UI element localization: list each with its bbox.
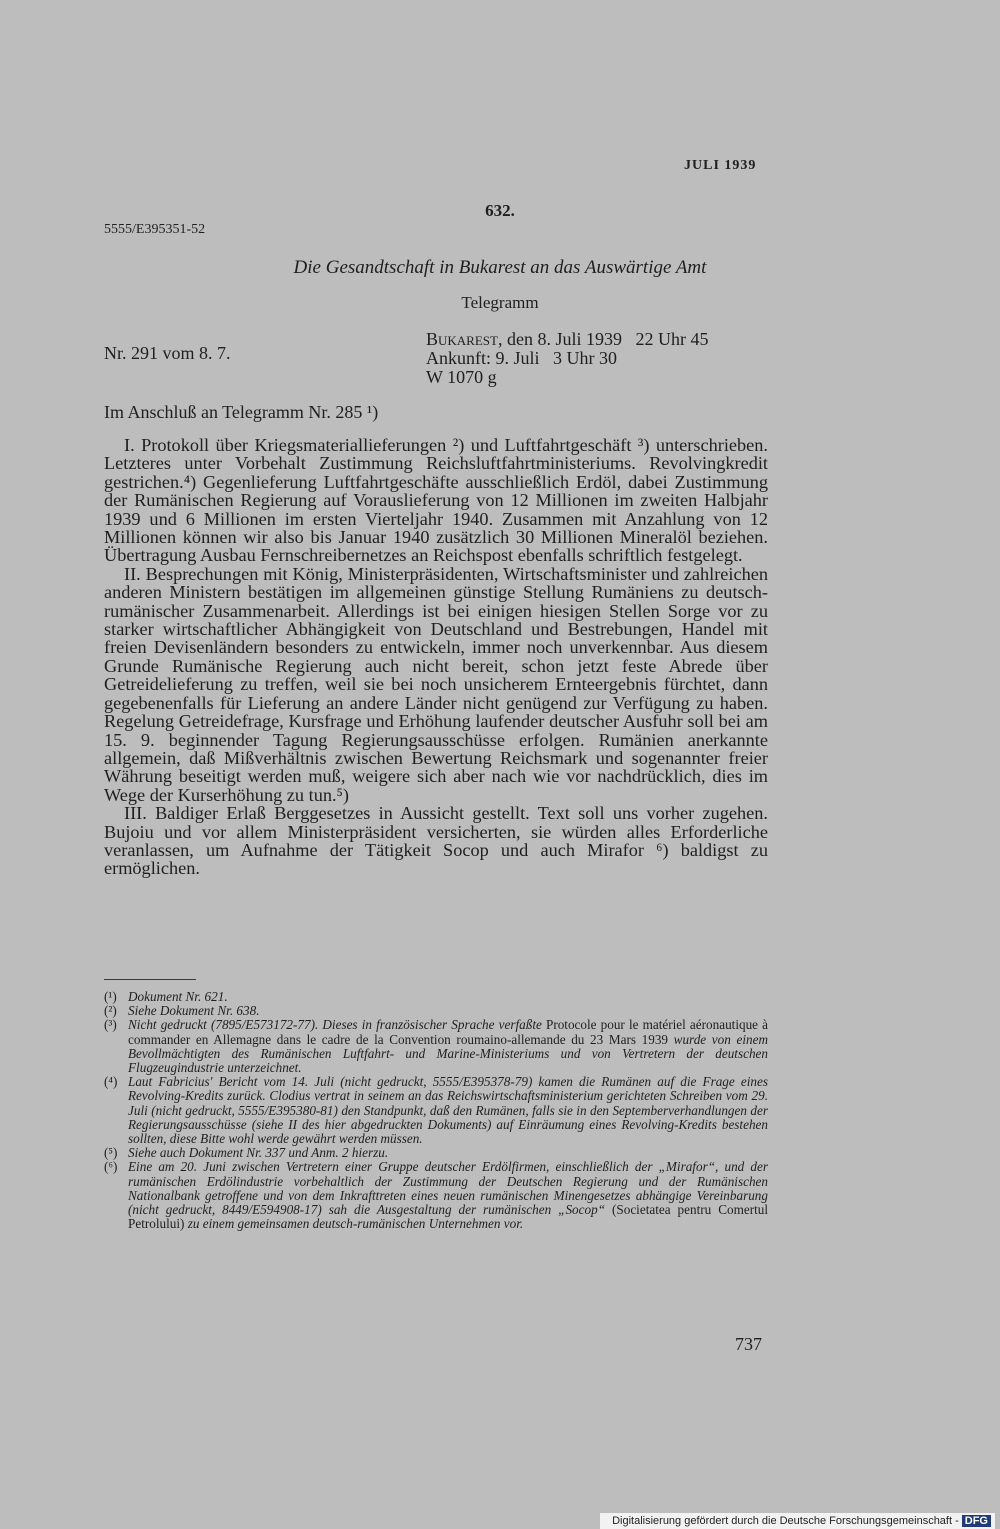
footnote-text-rest: wurde von einem Bevollmächtigten des Rumänischen Luftfahrt- und Marine-Ministeriums und von Vertretern der deutschen Flugzeugindustrie unterzeichnet. bbox=[128, 1031, 768, 1076]
footnote-marker: (³) bbox=[104, 1017, 117, 1033]
paragraph-1: I. Protokoll über Kriegsmateriallieferungen ²) und Luftfahrtgeschäft ³) unterschrieben. Letzteres unter Vorbehalt Zustimmung Reichsluftfahrtministeriums. Revolvingkredit gestrichen.⁴) Gegenlieferung Luftfahrtgeschäfte ausschließlich Erdöl, dabei Zustimmung der Rumänischen Regierung auf Vorauslieferung von 12 Millionen im zweiten Halbjahr 1939 und 6 Millionen im ersten Vierteljahr 1940. Zusammen mit Anzahlung von 12 Millionen können wir also bis Januar 1940 zusätzlich 30 Millionen Mineralöl beziehen. Übertragung Ausbau Fernschreibernetzes an Reichspost ebenfalls schriftlich festgelegt. bbox=[104, 435, 768, 566]
document-title: Die Gesandtschaft in Bukarest an das Auswärtige Amt bbox=[293, 257, 707, 278]
dfg-logo: DFG bbox=[962, 1515, 991, 1527]
footnote-text bbox=[128, 1160, 768, 1231]
telegram-arrival: Ankunft: 9. Juli 3 Uhr 30 bbox=[426, 348, 617, 368]
footer-text: Digitalisierung gefördert durch die Deutsche Forschungsgemeinschaft - bbox=[612, 1515, 959, 1527]
footnote-text: Dokument Nr. 621. bbox=[128, 989, 228, 1004]
footnote-text-rest: zu einem gemeinsamen deutsch-rumänischen Unternehmen vor. bbox=[187, 1216, 524, 1232]
footnote-text-italic: Eine am 20. Juni zwischen Vertretern einer Gruppe deutscher Erdölfirmen, einschließlich der „Mirafor“, und der rumänischen Erdölindustrie vorbehaltlich der Zustimmung der Deutschen Regierung und der Rumänischen Nationalbank getroffene und von dem Inkrafttreten eines neuen rumänischen Minengesetzes abhängige Vereinbarung (nicht gedruckt, 8449/E594908-17) sah die Ausgestaltung der rumänischen „Socop“ bbox=[128, 1159, 768, 1218]
footnote-divider bbox=[104, 979, 196, 980]
intro-line: Im Anschluß an Telegramm Nr. 285 ¹) bbox=[104, 402, 379, 422]
footnote bbox=[104, 1146, 768, 1160]
footnote-text-roman: Protocole pour le matériel aéronautique à commander en Allemagne dans le cadre de la Convention roumaino-allemande du 23 Mars 1939 bbox=[128, 1017, 769, 1047]
footnote-marker: (¹) bbox=[104, 989, 117, 1004]
body-text bbox=[104, 436, 768, 878]
telegram-code: W 1070 g bbox=[426, 367, 497, 387]
page-number: 737 bbox=[735, 1334, 762, 1354]
footnote-marker: (⁴) bbox=[104, 1074, 118, 1090]
running-header-date: JULI 1939 bbox=[684, 158, 757, 173]
paragraph-3: III. Baldiger Erlaß Berggesetzes in Aussicht gestellt. Text soll uns vorher zugehen. Bujoiu und vor allem Ministerpräsident versicherten, sie würden alles Erforderliche veranlassen, um Aufnahme der Tätigkeit Socop und auch Mirafor ⁶) baldigst zu ermöglichen. bbox=[104, 803, 768, 879]
footnote-text-italic: Nicht gedruckt (7895/E573172-77). Dieses in französischer Sprache verfaßte bbox=[128, 1017, 542, 1033]
telegram-place: Bukarest bbox=[426, 329, 498, 349]
telegram-sent-line bbox=[426, 330, 708, 349]
footnote bbox=[104, 1075, 768, 1146]
telegram-number: Nr. 291 vom 8. 7. bbox=[104, 343, 231, 363]
document-number: 632. bbox=[485, 201, 515, 220]
footnote-text: Siehe Dokument Nr. 638. bbox=[128, 1003, 260, 1019]
footnotes bbox=[104, 990, 768, 1231]
footnote bbox=[104, 1160, 768, 1231]
footnote-text: Siehe auch Dokument Nr. 337 und Anm. 2 hierzu. bbox=[128, 1145, 389, 1161]
telegram-sent: , den 8. Juli 1939 22 Uhr 45 bbox=[497, 329, 709, 349]
footnote-marker: (²) bbox=[104, 1003, 117, 1019]
archive-reference: 5555/E395351-52 bbox=[104, 222, 206, 237]
digitization-footer bbox=[600, 1513, 995, 1529]
footnote-text: Laut Fabricius' Bericht vom 14. Juli (nicht gedruckt, 5555/E395378-79) kamen die Rumänen auf die Frage eines Revolving-Kredits zurück. Clodius vertrat in seinem an das Reichswirtschaftsministerium gerichteten Schreiben vom 29. Juli (nicht gedruckt, 5555/E395380-81) den Standpunkt, daß den Rumänen, falls sie in den Septemberverhandlungen der Regierungsausschüsse (siehe II des hier abgedruckten Dokuments) auf Einräumung eines Revolving-Kredits bestehen sollten, diese Bitte wohl werde gewährt werden müssen. bbox=[128, 1074, 768, 1147]
footnote-marker: (⁵) bbox=[104, 1145, 118, 1161]
footnote-text-roman: (Societatea pentru Comertul Petrolului) bbox=[128, 1202, 769, 1232]
footnote-text bbox=[128, 1018, 768, 1075]
footnote bbox=[104, 990, 768, 1004]
footnote bbox=[104, 1018, 768, 1075]
document-type: Telegramm bbox=[461, 293, 539, 312]
footnote-marker: (⁶) bbox=[104, 1159, 118, 1175]
footnote bbox=[104, 1004, 768, 1018]
paragraph-2: II. Besprechungen mit König, Ministerpräsidenten, Wirtschaftsminister und zahlreichen anderen Ministern bestätigen im allgemeinen günstige Stellung Rumäniens zu deutsch-rumänischer Zusammenarbeit. Allerdings ist bei einigen hiesigen Stellen Sorge vor zu starker wirtschaftlicher Abhängigkeit von Deutschland und Bestrebungen, Handel mit freien Devisenländern besonders zu entwickeln, immer noch unverkennbar. Aus diesem Grunde Rumänische Regierung auch nicht bereit, schon jetzt feste Abrede über Getreidelieferung zu treffen, weil sie bei noch unsicherem Ernteergebnis fürchtet, dann gegebenenfalls für Lieferung an andere Länder nicht genügend zur Verfügung zu haben. Regelung Getreidefrage, Kursfrage und Erhöhung laufender deutscher Ausfuhr soll bei am 15. 9. beginnender Tagung Regierungsausschüsse erfolgen. Rumänien anerkannte allgemein, daß Mißverhältnis zwischen Bewertung Reichsmark und sogenannter freier Währung beseitigt werden muß, weigere sich aber nach wie vor nachdrücklich, dies im Wege der Kurserhöhung zu tun.⁵) bbox=[104, 563, 768, 805]
telegram-meta bbox=[426, 330, 708, 387]
